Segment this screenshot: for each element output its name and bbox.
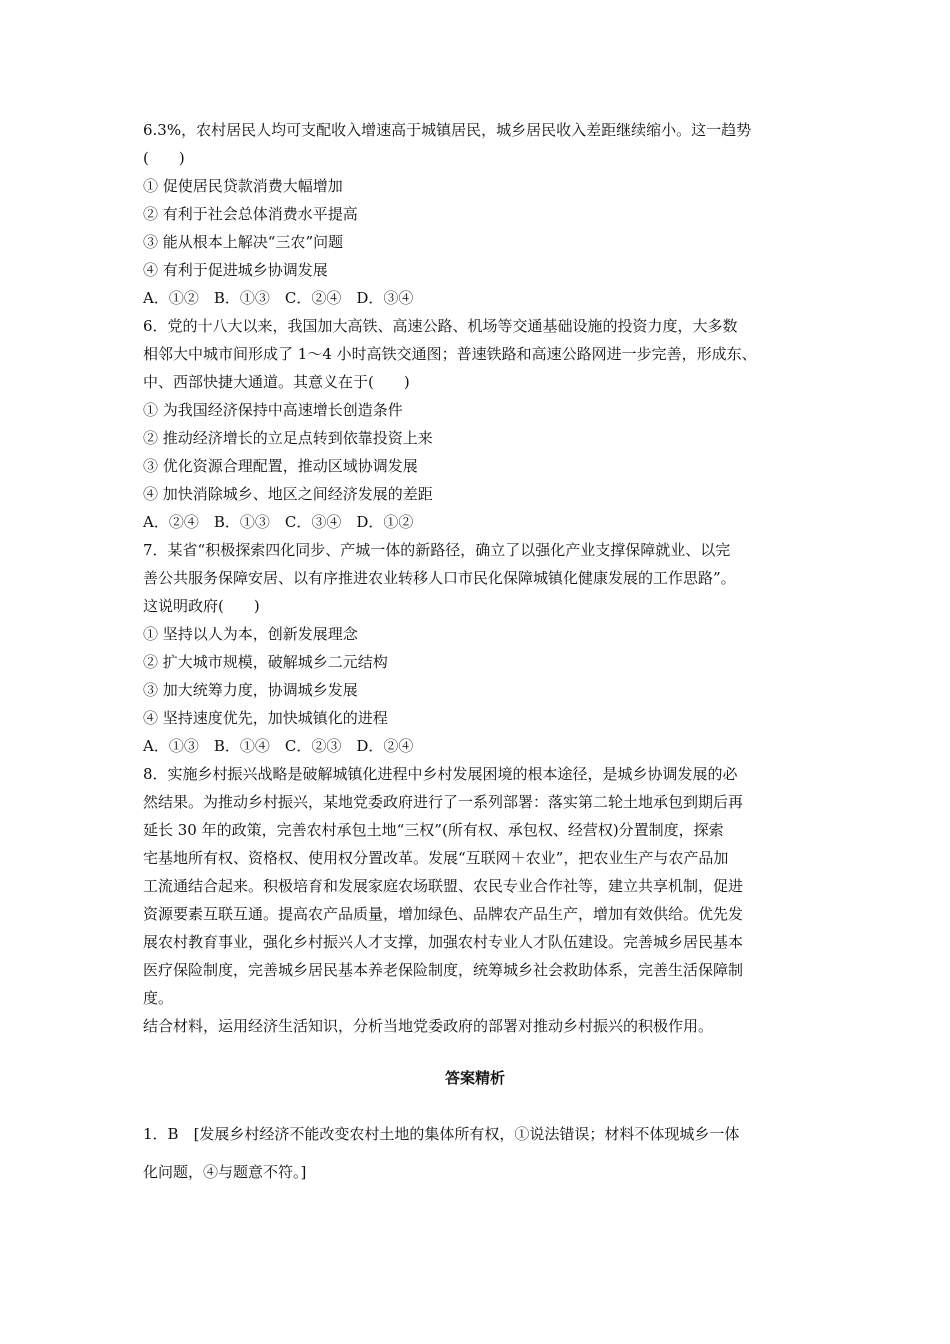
- q5-option-4: ④ 有利于促进城乡协调发展: [143, 261, 328, 279]
- answer-1-line-2: 化问题，④与题意不符。]: [143, 1163, 307, 1181]
- q6-choices: A．②④ B．①③ C．③④ D．①②: [143, 513, 414, 531]
- q5-choices: A．①② B．①③ C．②④ D．③④: [143, 289, 414, 307]
- q8-line-3: 延长 30 年的政策，完善农村承包土地“三权”(所有权、承包权、经营权)分置制度，探索: [143, 821, 724, 839]
- q6-stem-line-1: 6．党的十八大以来，我国加大高铁、高速公路、机场等交通基础设施的投资力度，大多数: [143, 317, 738, 335]
- q7-option-2: ② 扩大城市规模，破解城乡二元结构: [143, 653, 388, 671]
- q7-stem-line-1: 7．某省“积极探索四化同步、产城一体的新路径，确立了以强化产业支撑保障就业、以完: [143, 541, 731, 559]
- q7-option-1: ① 坚持以人为本，创新发展理念: [143, 625, 358, 643]
- q7-stem-line-3: 这说明政府( ): [143, 597, 260, 615]
- q6-stem-line-2: 相邻大中城市间形成了 1～4 小时高铁交通图；普速铁路和高速公路网进一步完善，形成东、: [143, 345, 757, 363]
- q6-option-1: ① 为我国经济保持中高速增长创造条件: [143, 401, 403, 419]
- q7-option-3: ③ 加大统筹力度，协调城乡发展: [143, 681, 358, 699]
- answers-heading: 答案精析: [444, 1069, 505, 1087]
- answer-1-line-1: 1．B [发展乡村经济不能改变农村土地的集体所有权，①说法错误；材料不体现城乡一体: [143, 1125, 740, 1143]
- q5-option-2: ② 有利于社会总体消费水平提高: [143, 205, 358, 223]
- q8-line-9: 度。: [143, 989, 174, 1007]
- q6-stem-line-3: 中、西部快捷大通道。其意义在于( ): [143, 373, 410, 391]
- q6-option-3: ③ 优化资源合理配置，推动区域协调发展: [143, 457, 418, 475]
- q5-option-3: ③ 能从根本上解决“三农”问题: [143, 233, 344, 251]
- q5-option-1: ① 促使居民贷款消费大幅增加: [143, 177, 343, 195]
- q8-line-7: 展农村教育事业，强化乡村振兴人才支撑，加强农村专业人才队伍建设。完善城乡居民基本: [143, 933, 744, 951]
- q5-stem-line-1: 6.3%，农村居民人均可支配收入增速高于城镇居民，城乡居民收入差距继续缩小。这一趋势: [143, 121, 752, 139]
- q6-option-4: ④ 加快消除城乡、地区之间经济发展的差距: [143, 485, 433, 503]
- q5-stem-line-2: ( ): [143, 149, 185, 167]
- q8-line-4: 宅基地所有权、资格权、使用权分置改革。发展“互联网＋农业”，把农业生产与农产品加: [143, 849, 729, 867]
- q8-line-1: 8．实施乡村振兴战略是破解城镇化进程中乡村发展困境的根本途径，是城乡协调发展的必: [143, 765, 738, 783]
- q8-prompt: 结合材料，运用经济生活知识，分析当地党委政府的部署对推动乡村振兴的积极作用。: [143, 1017, 714, 1035]
- q8-line-6: 资源要素互联互通。提高农产品质量，增加绿色、品牌农产品生产，增加有效供给。优先发: [143, 905, 744, 923]
- q8-line-2: 然结果。为推动乡村振兴，某地党委政府进行了一系列部署：落实第二轮土地承包到期后再: [143, 793, 744, 811]
- q8-line-8: 医疗保险制度，完善城乡居民基本养老保险制度，统筹城乡社会救助体系，完善生活保障制: [143, 961, 744, 979]
- q7-stem-line-2: 善公共服务保障安居、以有序推进农业转移人口市民化保障城镇化健康发展的工作思路”。: [143, 569, 736, 587]
- q7-option-4: ④ 坚持速度优先，加快城镇化的进程: [143, 709, 388, 727]
- q8-line-5: 工流通结合起来。积极培育和发展家庭农场联盟、农民专业合作社等，建立共享机制，促进: [143, 877, 744, 895]
- q7-choices: A．①③ B．①④ C．②③ D．②④: [143, 737, 414, 755]
- q6-option-2: ② 推动经济增长的立足点转到依靠投资上来: [143, 429, 433, 447]
